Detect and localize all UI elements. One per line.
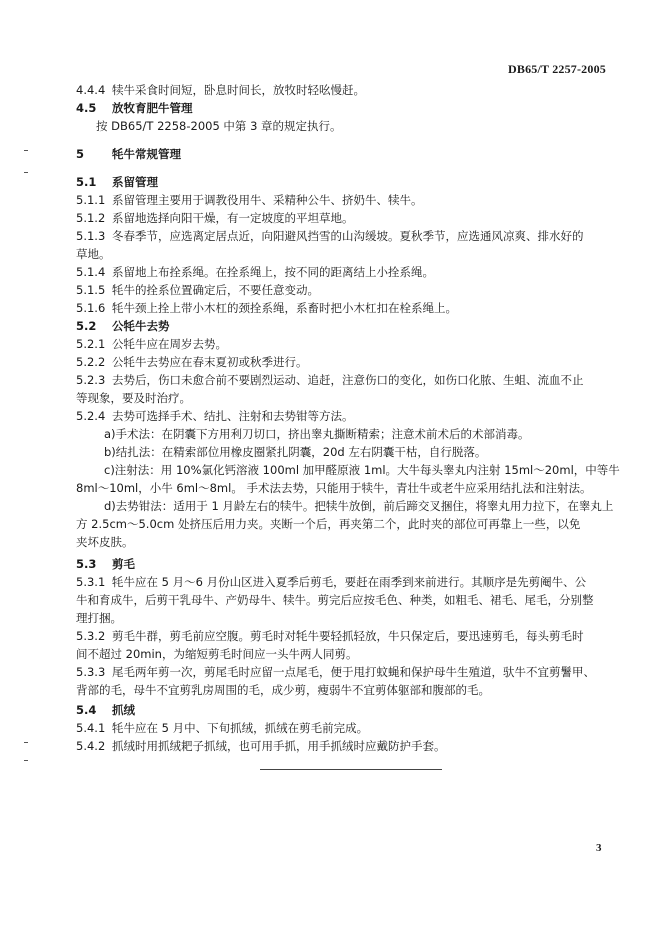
clause-number: 5.2.3 <box>76 373 106 387</box>
clause-text: 间不超过 20min，为缩短剪毛时间应一头牛两人同剪。 <box>76 647 358 661</box>
clause-text: 去势后，伤口未愈合前不要剧烈运动、追赶，注意伤口的变化，如伤口化脓、生蛆、流血不止 <box>112 373 584 387</box>
section-heading-4-5 <box>76 101 616 115</box>
clause-number: 5.3.3 <box>76 665 106 679</box>
clause-text: 牛和育成牛，后剪干乳母牛、产奶母牛、犊牛。剪完后应按毛色、种类，如粗毛、裙毛、尾毛，分别整 <box>76 593 594 607</box>
clause-text: 8ml～10ml，小牛 6ml～8ml。 手术法去势，只能用于犊牛，青壮牛或老牛应采用结扎法和注射法。 <box>76 481 592 495</box>
clause-text: 牦牛应在 5 月～6 月份山区进入夏季后剪毛，要赶在雨季到来前进行。其顺序是先剪阉牛、公 <box>112 575 587 589</box>
paragraph-line <box>96 119 636 133</box>
clause-number: 5.2 <box>76 319 97 333</box>
clause-text: 公牦牛去势 <box>112 319 170 333</box>
clause-5-2-2 <box>76 355 616 369</box>
clause-4-4-4 <box>76 83 616 97</box>
clause-number: 5.1.3 <box>76 229 106 243</box>
clause-text: 剪毛 <box>112 557 135 571</box>
clause-text: 冬春季节，应选离定居点近，向阳避风挡雪的山沟缓坡。夏秋季节，应选通风凉爽、排水好的 <box>112 229 584 243</box>
clause-text: 背部的毛，母牛不宜剪乳房周围的毛，成少剪，瘦弱牛不宜剪体躯部和腹部的毛。 <box>76 683 490 697</box>
clause-text: a)手术法：在阴囊下方用利刀切口，挤出睾丸撕断精索；注意术前术后的术部消毒。 <box>104 427 530 441</box>
clause-text: 放牧育肥牛管理 <box>112 101 193 115</box>
scan-margin-mark <box>24 760 28 761</box>
clause-text: 剪毛牛群，剪毛前应空腹。剪毛时对牦牛要轻抓轻放，牛只保定后，要迅速剪毛，每头剪毛时 <box>112 629 584 643</box>
clause-5-2-3 <box>76 373 616 387</box>
clause-text: 公牦牛应在周岁去势。 <box>112 337 227 351</box>
scan-margin-mark <box>24 742 28 743</box>
clause-5-2-4 <box>76 409 616 423</box>
clause-text: 系留地上布拴系绳。在拴系绳上，按不同的距离结上小拴系绳。 <box>112 265 434 279</box>
clause-number: 5.2.4 <box>76 409 106 423</box>
clause-text: 牦牛的拴系位置确定后，不要任意变动。 <box>112 283 319 297</box>
clause-number: 5 <box>76 147 85 161</box>
clause-text: 等现象，要及时治疗。 <box>76 391 191 405</box>
clause-number: 5.4.2 <box>76 739 106 753</box>
clause-number: 5.1.2 <box>76 211 106 225</box>
clause-text: 牦牛应在 5 月中、下旬抓绒，抓绒在剪毛前完成。 <box>112 721 369 735</box>
clause-text: b)结扎法：在精索部位用橡皮圈紧扎阴囊，20d 左右阴囊干枯，自行脱落。 <box>104 445 487 459</box>
list-item-d <box>104 499 644 513</box>
clause-text: 牦牛颈上拴上带小木杠的颈拴系绳，系畜时把小木杠扣在栓系绳上。 <box>112 301 457 315</box>
paragraph-continuation <box>76 593 616 607</box>
paragraph-continuation <box>76 647 616 661</box>
clause-5-1-2 <box>76 211 616 225</box>
chapter-heading-5 <box>76 147 616 161</box>
clause-number: 5.1.1 <box>76 193 106 207</box>
clause-5-3-3 <box>76 665 616 679</box>
end-rule-divider <box>260 769 442 770</box>
clause-text: 尾毛两年剪一次，剪尾毛时应留一点尾毛，便于甩打蚊蝇和保护母牛生殖道，驮牛不宜剪鬐甲、 <box>112 665 595 679</box>
list-item-c <box>104 463 644 477</box>
clause-5-1-1 <box>76 193 616 207</box>
standard-code: DB65/T 2257-2005 <box>508 62 606 76</box>
clause-number: 5.4 <box>76 703 97 717</box>
list-item-d-continuation <box>76 517 616 531</box>
clause-text: 按 DB65/T 2258-2005 中第 3 章的规定执行。 <box>96 119 342 133</box>
clause-number: 5.2.2 <box>76 355 106 369</box>
list-item-d-continuation <box>76 535 616 549</box>
clause-number: 5.4.1 <box>76 721 106 735</box>
section-heading-5-3 <box>76 557 616 571</box>
paragraph-continuation <box>76 683 616 697</box>
clause-number: 5.1 <box>76 175 97 189</box>
clause-number: 5.2.1 <box>76 337 106 351</box>
clause-text: 犊牛采食时间短，卧息时间长，放牧时轻吆慢赶。 <box>112 83 365 97</box>
clause-text: 公牦牛去势应在春末夏初或秋季进行。 <box>112 355 308 369</box>
clause-5-3-1 <box>76 575 616 589</box>
section-heading-5-2 <box>76 319 616 333</box>
clause-5-1-5 <box>76 283 616 297</box>
clause-text: 理打捆。 <box>76 611 122 625</box>
paragraph-continuation <box>76 391 616 405</box>
clause-text: 牦牛常规管理 <box>112 147 181 161</box>
clause-number: 5.3 <box>76 557 97 571</box>
clause-5-2-1 <box>76 337 616 351</box>
section-heading-5-1 <box>76 175 616 189</box>
clause-text: 系留管理 <box>112 175 158 189</box>
clause-text: 去势可选择手术、结扎、注射和去势钳等方法。 <box>112 409 354 423</box>
page-number: 3 <box>596 842 602 854</box>
paragraph-continuation <box>76 247 616 261</box>
clause-text: 方 2.5cm～5.0cm 处挤压后用力夹。夹断一个后，再夹第二个，此时夹的部位可再靠上一些，以免 <box>76 517 581 531</box>
list-item-a <box>104 427 644 441</box>
clause-text: c)注射法：用 10%氯化钙溶液 100ml 加甲醛原液 1ml。大牛每头睾丸内注射 15ml～20ml，中等牛 <box>104 463 620 477</box>
clause-number: 5.1.6 <box>76 301 106 315</box>
clause-5-4-1 <box>76 721 616 735</box>
clause-text: 夹坏皮肤。 <box>76 535 134 549</box>
clause-5-1-3 <box>76 229 616 243</box>
clause-number: 4.4.4 <box>76 83 106 97</box>
list-item-c-continuation <box>76 481 616 495</box>
list-item-b <box>104 445 644 459</box>
clause-number: 5.1.4 <box>76 265 106 279</box>
section-heading-5-4 <box>76 703 616 717</box>
clause-text: 抓绒 <box>112 703 135 717</box>
clause-number: 5.3.1 <box>76 575 106 589</box>
scan-margin-mark <box>24 150 28 151</box>
clause-number: 5.1.5 <box>76 283 106 297</box>
scan-margin-mark <box>24 172 28 173</box>
clause-number: 5.3.2 <box>76 629 106 643</box>
clause-text: d)去势钳法：适用于 1 月龄左右的犊牛。把犊牛放倒，前后蹄交叉捆住，将睾丸用力拉下，在睾丸上 <box>104 499 614 513</box>
clause-5-3-2 <box>76 629 616 643</box>
clause-number: 4.5 <box>76 101 97 115</box>
clause-text: 抓绒时用抓绒耙子抓绒，也可用手抓，用手抓绒时应戴防护手套。 <box>112 739 446 753</box>
clause-text: 系留地选择向阳干燥，有一定坡度的平坦草地。 <box>112 211 354 225</box>
clause-5-1-6 <box>76 301 616 315</box>
clause-5-4-2 <box>76 739 616 753</box>
clause-text: 系留管理主要用于调教役用牛、采精种公牛、挤奶牛、犊牛。 <box>112 193 423 207</box>
clause-text: 草地。 <box>76 247 111 261</box>
clause-5-1-4 <box>76 265 616 279</box>
paragraph-continuation <box>76 611 616 625</box>
